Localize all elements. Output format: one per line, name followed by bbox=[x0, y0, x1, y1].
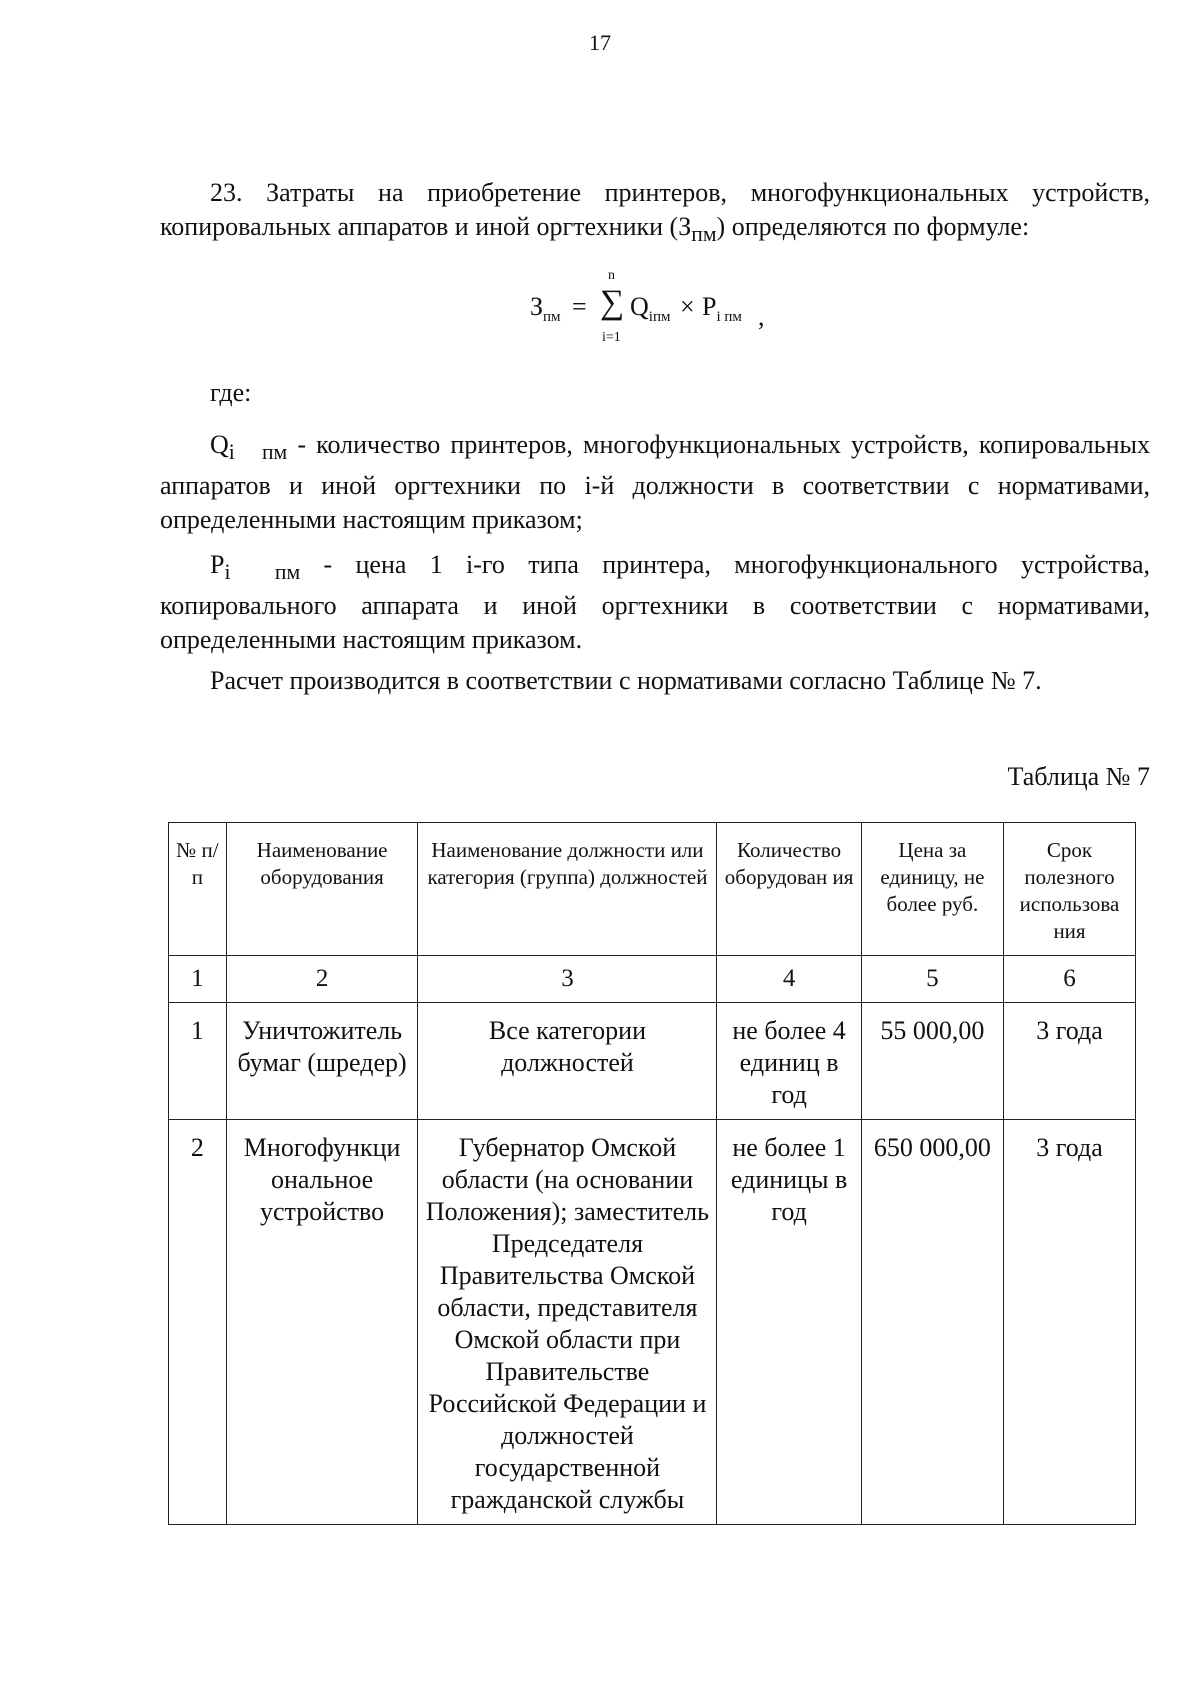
row-price: 650 000,00 bbox=[861, 1120, 1003, 1525]
intro-end: ) определяются по формуле: bbox=[716, 212, 1030, 241]
row-term: 3 года bbox=[1004, 1003, 1136, 1120]
row-equipment: Многофункци ональное устройство bbox=[226, 1120, 418, 1525]
row-position: Губернатор Омской области (на основании Положения); заместитель Председателя Правительства Омской области, представителя Омской области при Правительстве Российской Федерации и должностей государственной гражданской службы bbox=[418, 1120, 717, 1525]
sum-symbol: ∑ bbox=[600, 284, 625, 321]
definition-q: $Q_{i пм}$ - количество принтеров, многофункциональных устройств, копировальных аппаратов и иной оргтехники по i-й должности в соответствии с нормативами, определенными настоящим приказом; bbox=[160, 430, 1150, 535]
header-position: Наименование должности или категория (группа) должностей bbox=[418, 823, 717, 956]
column-number-row bbox=[169, 956, 1136, 1003]
column-number: 4 bbox=[717, 956, 861, 1003]
intro-subscript: пм bbox=[691, 222, 717, 247]
column-number: 6 bbox=[1004, 956, 1136, 1003]
header-number: № п/п bbox=[169, 823, 227, 956]
formula-lhs: $З_{пм}$ bbox=[530, 292, 561, 326]
row-equipment: Уничтожитель бумаг (шредер) bbox=[226, 1003, 418, 1120]
row-number: 2 bbox=[169, 1120, 227, 1525]
header-term: Срок полезного использова ния bbox=[1004, 823, 1136, 956]
column-number: 2 bbox=[226, 956, 418, 1003]
formula-upper-limit: n bbox=[608, 268, 615, 283]
table-row bbox=[169, 1003, 1136, 1120]
formula-p: $P_{i пм}$ bbox=[702, 292, 742, 326]
formula-comma: , bbox=[758, 302, 765, 331]
equipment-norms-table bbox=[168, 822, 1136, 1525]
table-header-row bbox=[169, 823, 1136, 956]
row-number: 1 bbox=[169, 1003, 227, 1120]
table-label: Таблица № 7 bbox=[1007, 762, 1150, 791]
row-term: 3 года bbox=[1004, 1120, 1136, 1525]
row-quantity: не более 1 единицы в год bbox=[717, 1120, 861, 1525]
section-23-intro bbox=[160, 176, 1150, 251]
row-price: 55 000,00 bbox=[861, 1003, 1003, 1120]
table-row bbox=[169, 1120, 1136, 1525]
header-equipment: Наименование оборудования bbox=[226, 823, 418, 956]
row-quantity: не более 4 единиц в год bbox=[717, 1003, 861, 1120]
header-quantity: Количество оборудован ия bbox=[717, 823, 861, 956]
column-number: 3 bbox=[418, 956, 717, 1003]
intro-text: 23. Затраты на приобретение принтеров, многофункциональных устройств, копировальных аппаратов и иной оргтехники (З bbox=[160, 178, 1150, 241]
formula-equals: = bbox=[572, 292, 587, 321]
formula-times: × bbox=[680, 292, 695, 321]
where-label: где: bbox=[210, 378, 252, 407]
column-number: 5 bbox=[861, 956, 1003, 1003]
header-price: Цена за единицу, не более руб. bbox=[861, 823, 1003, 956]
formula-q: $Q_{iпм}$ bbox=[630, 292, 671, 326]
formula-lower-limit: i=1 bbox=[602, 330, 621, 345]
definition-p: $P_{i пм}$ - цена 1 i-го типа принтера, многофункционального устройства, копировального аппарата и иной оргтехники в соответствии с нормативами, определенными настоящим приказом. bbox=[160, 550, 1151, 655]
column-number: 1 bbox=[169, 956, 227, 1003]
cost-formula bbox=[530, 262, 790, 362]
page-number: 17 bbox=[589, 30, 611, 55]
calculation-note: Расчет производится в соответствии с нормативами согласно Таблице № 7. bbox=[210, 666, 1042, 695]
row-position: Все категории должностей bbox=[418, 1003, 717, 1120]
